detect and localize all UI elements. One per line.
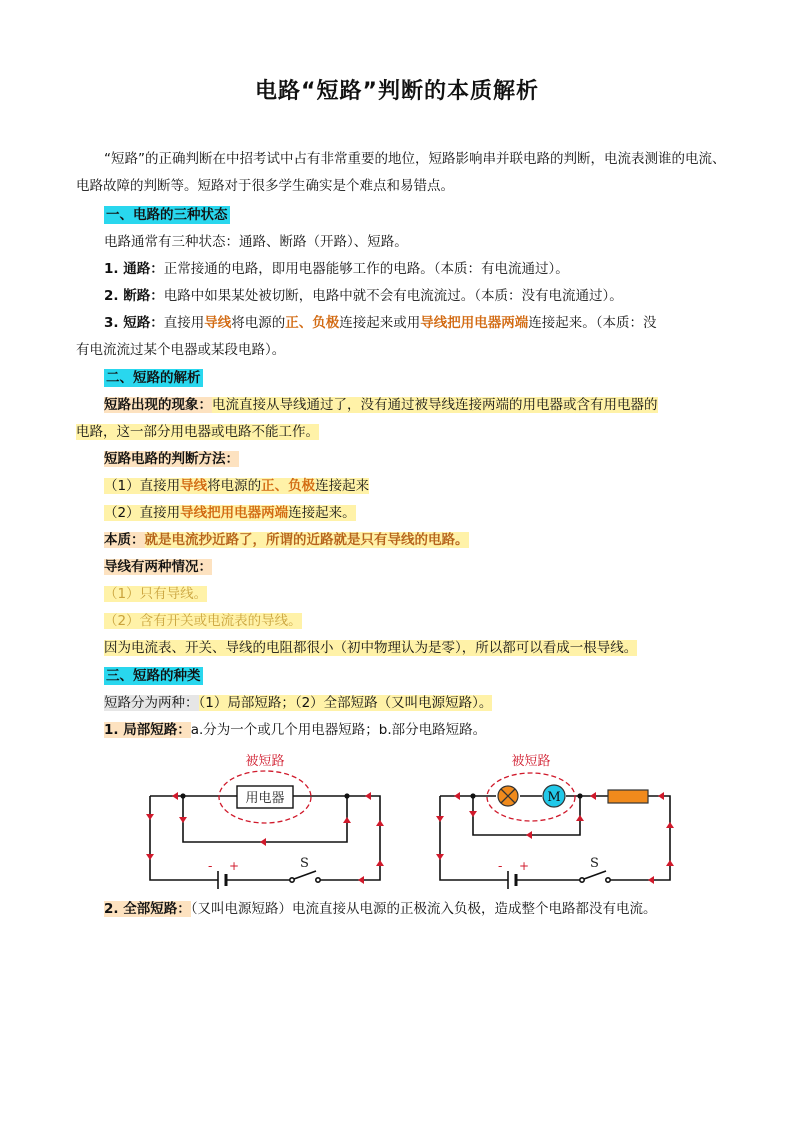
local-short-line [104,719,486,741]
wire-case-1-line [104,583,207,605]
method-2 [104,505,356,521]
state-3-line2: 有电流流过某个电器或某段电路）。 [76,342,286,358]
full-short-text: （又叫电源短路）电流直接从电源的正极流入负极，造成整个电路都没有电流。 [190,901,657,917]
method-1-wire: 导线 [180,478,208,494]
method-2-a: （2）直接用 [104,505,181,521]
method-2-c: 连接起来。 [288,505,356,521]
lamp-symbol [498,786,518,806]
battery-plus: + [519,859,530,873]
state-3-text-e: 连接起来或用 [339,315,421,331]
method-2-wire-ends: 导线把用电器两端 [180,505,289,521]
state-2-text: 电路中如果某处被切断，电路中就不会有电流流过。（本质：没有电流通过）。 [163,288,623,304]
state-1-label: 1. 通路： [104,261,164,277]
wire-case-1: （1）只有导线。 [104,586,208,602]
method-line [104,448,239,470]
states-line: 电路通常有三种状态：通路、断路（开路）、短路。 [104,234,408,250]
reason-text: 因为电流表、开关、导线的电阻都很小（初中物理认为是零），所以都可以看成一根导线。 [104,640,638,656]
switch-symbol [580,871,610,882]
switch-symbol [290,871,320,882]
short-label: 被短路 [511,754,551,769]
battery-minus: - [498,859,503,874]
method-1-c: 将电源的 [207,478,262,494]
circuit-diagram-device-short [140,745,400,895]
section3-heading-text: 三、短路的种类 [106,668,201,684]
method-label: 短路电路的判断方法： [104,451,239,467]
state-3-text-c: 将电源的 [231,315,286,331]
circuit-wires [440,796,670,880]
method-1-poles: 正、负极 [261,478,316,494]
section2-heading-text: 二、短路的解析 [106,370,201,386]
state-3-label: 3. 短路： [104,315,164,331]
phenomenon-label: 短路出现的现象： [104,397,212,413]
method-1-a: （1）直接用 [104,478,181,494]
switch-label: S [590,856,599,871]
method-1-e: 连接起来 [315,478,370,494]
section3-heading [104,665,203,687]
state-3-wire: 导线 [204,315,232,331]
essence-text: 就是电流抄近路了，所谓的近路就是只有导线的电路。 [144,532,469,548]
phenomenon-line [104,394,658,416]
state-3-line [104,312,656,334]
switch-label: S [300,856,309,871]
method-1-line [104,475,369,497]
essence-line [104,529,469,551]
state-3-poles: 正、负极 [285,315,340,331]
battery-symbol [508,871,516,889]
section1-heading-text: 一、电路的三种状态 [106,207,228,223]
phenomenon-line2 [76,421,319,443]
state-3-text-a: 直接用 [163,315,205,331]
resistor-symbol [608,790,648,803]
full-short-line [104,898,656,920]
phenomenon-text2: 电路，这一部分用电器或电路不能工作。 [76,424,319,440]
essence-label: 本质： [104,532,145,548]
section2-heading [104,367,203,389]
full-short-label: 2. 全部短路： [104,901,191,917]
state-1-text: 正常接通的电路，即用电器能够工作的电路。（本质：有电流通过）。 [163,261,569,277]
wire-cases-label: 导线有两种情况： [104,559,212,575]
types-label: 短路分为两种： [104,695,199,711]
motor-label: M [547,790,561,805]
state-1-line [104,258,569,280]
battery-symbol [218,871,226,889]
wire-case-2: （2）含有开关或电流表的导线。 [104,613,302,629]
local-short-text: a.分为一个或几个用电器短路；b.部分电路短路。 [190,722,487,738]
state-2-label: 2. 断路： [104,288,164,304]
battery-plus: + [229,859,240,873]
short-label: 被短路 [245,754,285,769]
state-3-text-g: 连接起来。（本质：没 [528,315,657,331]
wire-cases-line [104,556,212,578]
page-title: 电路“短路”判断的本质解析 [255,79,539,104]
method-1 [104,478,369,494]
local-short-label: 1. 局部短路： [104,722,191,738]
circuit-diagram-partial-short [430,745,690,895]
method-2-line [104,502,356,524]
types-line [104,692,492,714]
state-2-line [104,285,623,307]
types-text: （1）局部短路；（2）全部短路（又叫电源短路）。 [198,695,493,711]
intro-paragraph: “短路”的正确判断在中招考试中占有非常重要的地位，短路影响串并联电路的判断，电流表测谁的电流、电路故障的判断等。短路对于很多学生确实是个难点和易错点。 [76,151,726,194]
reason-line [104,637,637,659]
device-label: 用电器 [245,791,285,806]
phenomenon-text1: 电流直接从导线通过了，没有通过被导线连接两端的用电器或含有用电器的 [212,397,658,413]
wire-case-2-line [104,610,302,632]
state-3-wire-ends: 导线把用电器两端 [420,315,529,331]
battery-minus: - [208,859,213,874]
section1-heading [104,204,230,226]
